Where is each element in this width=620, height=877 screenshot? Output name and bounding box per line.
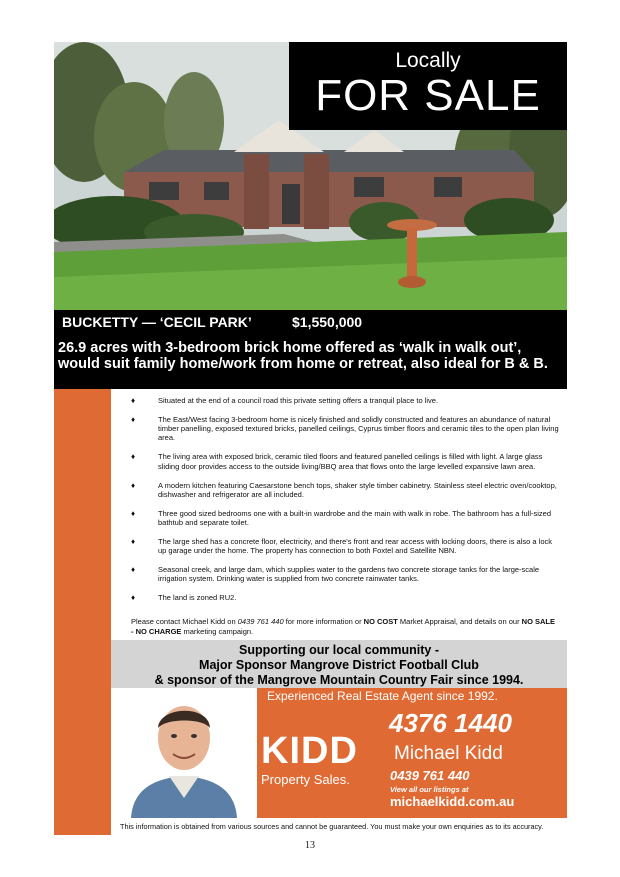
contact-middle2: Market Appraisal, and details on our	[397, 617, 522, 626]
contact-middle: for more information or	[283, 617, 364, 626]
contact-suffix: marketing campaign.	[181, 626, 254, 636]
no-sale-label: NO SALE - NO CHARGE	[131, 617, 555, 636]
agent-name: Michael Kidd	[394, 743, 503, 764]
feature-item	[120, 565, 560, 583]
support-line-1: Supporting our local community -	[239, 643, 439, 657]
contact-phone: 0439 761 440	[237, 617, 284, 626]
listing-header-band	[54, 310, 567, 389]
feature-text: Situated at the end of a council road this private setting offers a tranquil place to live.	[158, 396, 439, 405]
orange-side-strip	[54, 389, 111, 835]
diamond-bullet-icon: ♦	[131, 537, 136, 547]
community-support-box	[111, 640, 567, 688]
feature-item	[120, 452, 560, 470]
feature-text: The large shed has a concrete floor, electricity, and there's front and rear access with locking doors, there is also a lock up garage under the home. The property has connection to both Foxtel and Satellite NBN.	[158, 537, 552, 556]
diamond-bullet-icon: ♦	[131, 452, 136, 462]
feature-text: Seasonal creek, and large dam, which supplies water to the gardens two concrete storage tanks for the large-scale irrigation system. Drinking water is supplied from two concrete rainwater tanks.	[158, 565, 540, 584]
diamond-bullet-icon: ♦	[131, 415, 136, 424]
agent-experience: Experienced Real Estate Agent since 1992.	[267, 689, 498, 703]
contact-paragraph	[131, 617, 559, 636]
agent-mobile[interactable]: 0439 761 440	[390, 768, 470, 783]
disclaimer-text: This information is obtained from various sources and cannot be guaranteed. You must make your own enquiries as to its accuracy.	[120, 822, 544, 831]
listing-headline: 26.9 acres with 3-bedroom brick home offered as ‘walk in walk out’, would suit family home/work from home or retreat, also ideal for B & B.	[58, 340, 548, 372]
website-link[interactable]: michaelkidd.com.au	[390, 794, 515, 809]
locally-for-sale-banner	[289, 42, 567, 130]
listing-price: $1,550,000	[292, 314, 363, 330]
diamond-bullet-icon: ♦	[131, 480, 136, 490]
feature-item	[120, 415, 560, 443]
contact-prefix: Please contact Michael Kidd on	[131, 617, 238, 626]
brand-logo-text: KIDD	[261, 730, 358, 772]
feature-item	[120, 593, 560, 602]
diamond-bullet-icon: ♦	[131, 396, 136, 405]
no-cost-label: NO COST	[363, 617, 398, 626]
feature-list	[120, 396, 560, 612]
feature-item	[120, 481, 560, 499]
office-phone[interactable]: 4376 1440	[389, 708, 512, 738]
feature-text: A modern kitchen featuring Caesarstone bench tops, shaker style timber cabinetry. Stainless steel electric oven/cooktop, dishwasher and refrigerator are all included.	[158, 480, 557, 499]
support-line-3: & sponsor of the Mangrove Mountain Country Fair since 1994.	[154, 673, 524, 687]
for-sale-label: FOR SALE	[315, 71, 541, 120]
feature-text: Three good sized bedrooms one with a built-in wardrobe and the main with walk in robe. The bathroom has a full-sized bathtub and separate toilet.	[158, 508, 551, 528]
feature-text: The living area with exposed brick, ceramic tiled floors and featured panelled ceilings is filled with light. A large glass sliding door provides access to the outside living/BBQ area that flows onto the large levelled expansive lawn area.	[158, 452, 543, 471]
feature-item	[120, 537, 560, 555]
brand-subtitle: Property Sales.	[261, 772, 350, 787]
agent-ad-panel	[257, 688, 567, 818]
feature-text: The land is zoned RU2.	[158, 593, 237, 603]
diamond-bullet-icon: ♦	[131, 508, 136, 518]
locally-label: Locally	[395, 49, 461, 72]
feature-item	[120, 396, 560, 405]
agent-photo	[111, 688, 257, 818]
diamond-bullet-icon: ♦	[131, 565, 136, 575]
page-number: 13	[305, 840, 315, 851]
feature-text: The East/West facing 3-bedroom home is nicely finished and solidly constructed and features an abundance of natural timber panelling, exposed textured bricks, panelled ceilings, Cyprus timber floors and ceramic tiles to the open plan living area.	[158, 415, 559, 443]
feature-item	[120, 509, 560, 527]
diamond-bullet-icon: ♦	[131, 593, 136, 603]
support-line-2: Major Sponsor Mangrove District Football Club	[199, 658, 479, 672]
view-listings-label: View all our listings at	[390, 785, 469, 794]
listing-title: BUCKETTY — ‘CECIL PARK’	[62, 314, 252, 330]
